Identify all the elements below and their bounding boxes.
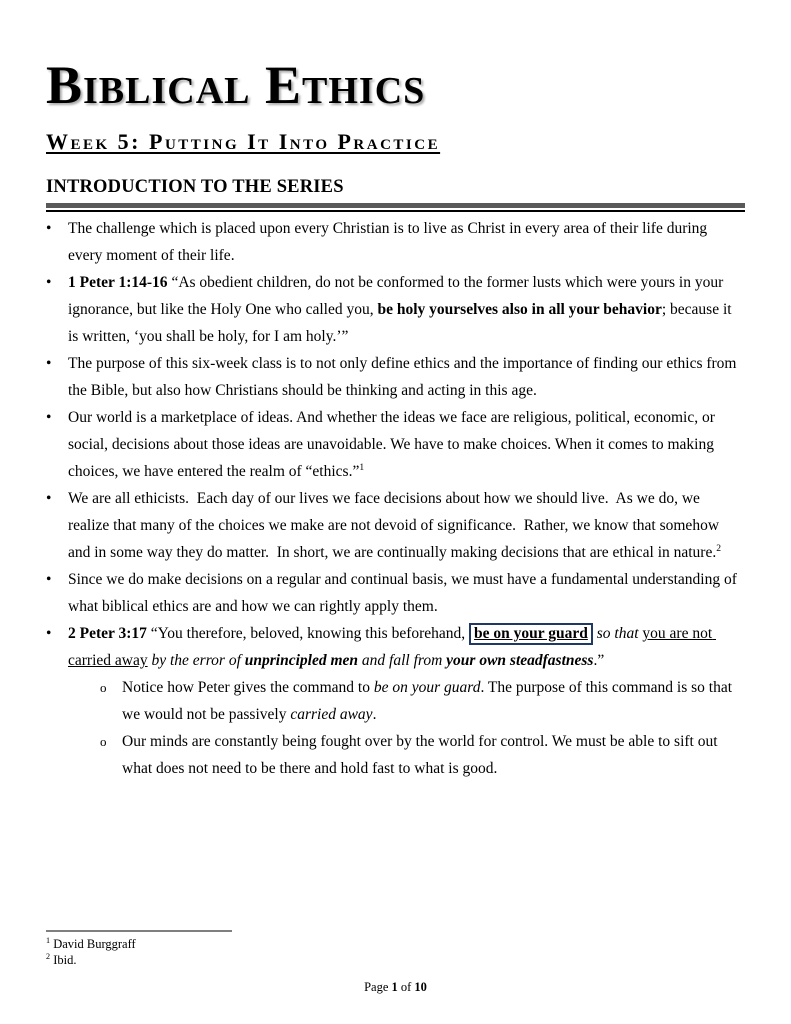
section-heading: INTRODUCTION TO THE SERIES: [46, 177, 344, 198]
bullet-icon: o: [100, 680, 107, 696]
footnote-marker: 2: [46, 951, 51, 961]
text-run: be holy yourselves also in all your behavior: [377, 301, 662, 319]
bullet-icon: •: [46, 220, 52, 238]
list-item: [100, 674, 745, 728]
text-run: by the error of: [151, 652, 245, 670]
text-run: . The purpose of this command is so that we would not be passively: [122, 679, 736, 724]
list-item: [100, 728, 745, 782]
text-run: 1 Peter 1:14-16: [68, 274, 168, 292]
footnotes: [46, 937, 745, 968]
page-number-text: [364, 980, 427, 994]
text-run: Our minds are constantly being fought over by the world for control. We must be able to sift out what does not need to be there and hold fast to what is good.: [122, 733, 722, 778]
footnote: [46, 953, 745, 969]
list-item: [46, 215, 745, 269]
bullet-text: [122, 674, 745, 728]
text-run: carried away: [290, 706, 373, 724]
bullet-icon: •: [46, 571, 52, 589]
bullet-text: [68, 215, 745, 269]
text-run: Notice how Peter gives the command to: [122, 679, 374, 697]
bullet-text: [68, 404, 745, 485]
page-number: [0, 980, 791, 995]
section-divider: [46, 203, 745, 212]
text-run: Since we do make decisions on a regular and continual basis, we must have a fundamental understanding of what biblical ethics are and how we can rightly apply them.: [68, 571, 741, 616]
list-item: [46, 269, 745, 350]
bullet-text: [122, 728, 745, 782]
text-run: 1: [391, 980, 398, 994]
bullet-icon: •: [46, 490, 52, 508]
text-run: 10: [414, 980, 427, 994]
text-run: and fall from: [358, 652, 447, 670]
text-run: Page: [364, 980, 392, 994]
text-run: We are all ethicists. Each day of our lives we face decisions about how we should live. As we do, we realize that many of the choices we make are not devoid of significance. Rather, we know that somehow and in some way they do matter. In short, we are continually making decisions that are ethical in nature.: [68, 490, 723, 562]
footnote-marker: 1: [46, 935, 51, 945]
bullet-text: [68, 620, 745, 674]
week-heading: Week 5: Putting It Into Practice: [46, 129, 441, 155]
text-run: you are not carried away: [68, 625, 717, 670]
bullet-icon: •: [46, 409, 52, 427]
text-run: 1: [359, 462, 365, 474]
bullet-text: [68, 269, 745, 350]
text-run: “You therefore, beloved, knowing this beforehand,: [146, 625, 470, 643]
footnote: [46, 937, 745, 953]
text-run: .”: [593, 652, 605, 670]
text-run: .: [372, 706, 377, 724]
text-run: The purpose of this six-week class is to not only define ethics and the importance of finding our ethics from the Bible, but also how Christians should be thinking and acting in this age.: [68, 355, 741, 400]
bullet-text: [68, 350, 745, 404]
bullet-icon: •: [46, 625, 52, 643]
list-item: [46, 620, 745, 674]
bullet-list: [46, 215, 745, 782]
text-run: 2 Peter 3:17: [68, 625, 147, 643]
document-title: Biblical Ethics: [46, 55, 426, 115]
bullet-icon: •: [46, 274, 52, 292]
text-run: ; because it is written, ‘you shall be holy, for I am holy.’”: [68, 301, 736, 346]
list-item: [46, 350, 745, 404]
text-run: so that: [596, 625, 639, 643]
footnote-text: David Burggraff: [50, 937, 136, 951]
text-run: unprincipled men: [244, 652, 359, 670]
bullet-text: [68, 566, 745, 620]
text-run: be on your guard: [373, 679, 481, 697]
text-run: of: [397, 980, 415, 994]
boxed-phrase: be on your guard: [469, 623, 593, 645]
footnote-area: [46, 930, 745, 968]
text-run: The challenge which is placed upon every Christian is to live as Christ in every area of their life during every moment of their life.: [68, 220, 712, 265]
list-item: [46, 566, 745, 620]
bullet-text: [68, 485, 745, 566]
footnote-text: Ibid.: [50, 952, 77, 967]
list-item: [46, 485, 745, 566]
text-run: your own steadfastness: [446, 652, 594, 670]
footnote-divider: [46, 930, 232, 932]
bullet-icon: •: [46, 355, 52, 373]
text-run: 2: [716, 543, 722, 555]
list-item: [46, 404, 745, 485]
text-run: Our world is a marketplace of ideas. And whether the ideas we face are religious, political, economic, or social, decisions about those ideas are unavoidable. We have to make choices. When it comes to making choices, we have entered the realm of “ethics.”: [68, 409, 719, 481]
text-run: “As obedient children, do not be conformed to the former lusts which were yours in your ignorance, but like the Holy One who called you,: [68, 274, 728, 319]
bullet-icon: o: [100, 734, 107, 750]
